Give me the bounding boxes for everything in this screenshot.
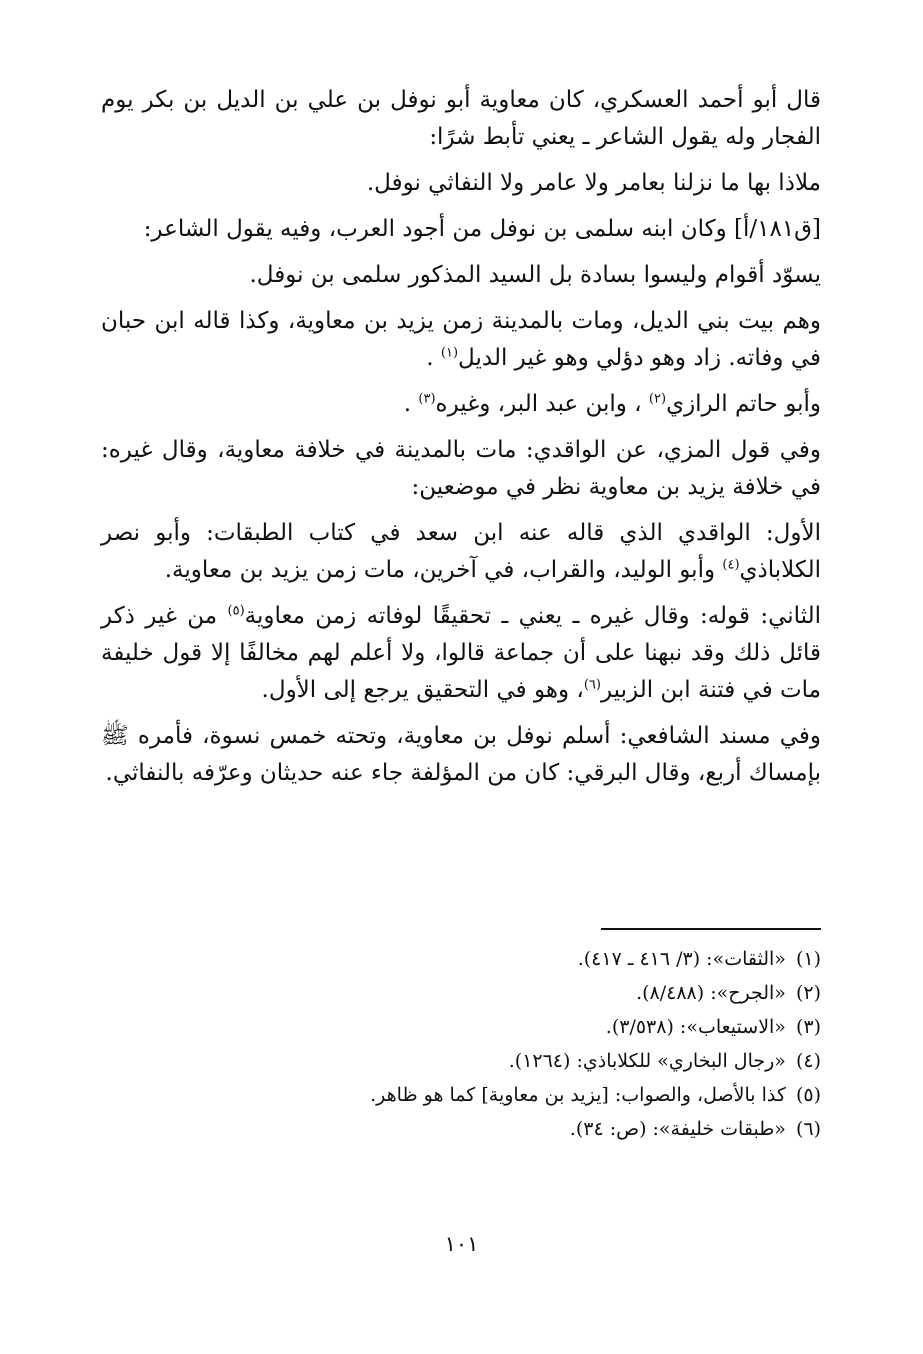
footnote-2 bbox=[101, 976, 821, 1010]
footnote-mark-4: (٤) bbox=[722, 557, 740, 573]
footnote-text: كذا بالأصل، والصواب: [يزيد بن معاوية] كما هو ظاهر. bbox=[370, 1084, 786, 1106]
footnote-number: (٣) bbox=[795, 1016, 821, 1038]
footnotes bbox=[101, 942, 821, 1146]
verse-1 bbox=[101, 165, 821, 202]
paragraph-4 bbox=[101, 386, 821, 423]
main-text bbox=[101, 82, 821, 801]
verse-2 bbox=[101, 257, 821, 294]
footnote-text: «الجرح»: (٨/٤٨٨). bbox=[636, 982, 786, 1004]
paragraph-8-text: وفي مسند الشافعي: أسلم نوفل بن معاوية، وتحته خمس نسوة، فأمره ﷺ بإمساك أربع، وقال البرقي: كان من المؤلفة جاء عنه حديثان وعرّفه بالنفاثي. bbox=[101, 723, 821, 786]
footnote-5 bbox=[101, 1078, 821, 1112]
paragraph-7-text: الثاني: قوله: وقال غيره ـ يعني ـ تحقيقًا لوفاته زمن معاوية bbox=[244, 603, 821, 629]
verse-2-text: يسوّد أقوام وليسوا بسادة بل السيد المذكور سلمى بن نوفل. bbox=[249, 262, 821, 288]
footnote-mark-6: (٦) bbox=[583, 677, 601, 693]
paragraph-1 bbox=[101, 82, 821, 156]
page-number: ١٠١ bbox=[444, 1232, 479, 1256]
footnote-mark-1: (١) bbox=[440, 345, 459, 361]
paragraph-3 bbox=[101, 303, 821, 377]
footnote-mark-3: (٣) bbox=[418, 391, 436, 407]
footnote-number: (٦) bbox=[795, 1118, 821, 1140]
paragraph-5 bbox=[101, 432, 821, 506]
paragraph-8 bbox=[101, 718, 821, 792]
verse-1-text: ملاذا بها ما نزلنا بعامر ولا عامر ولا النفاثي نوفل. bbox=[366, 170, 821, 196]
paragraph-6-text: الأول: الواقدي الذي قاله عنه ابن سعد في كتاب الطبقات: وأبو نصر الكلاباذي bbox=[101, 520, 821, 583]
footnote-6 bbox=[101, 1112, 821, 1146]
footnote-divider bbox=[601, 928, 821, 930]
footnote-text: «طبقات خليفة»: (ص: ٣٤). bbox=[569, 1118, 786, 1140]
footnote-number: (٥) bbox=[795, 1084, 821, 1106]
footnote-3 bbox=[101, 1010, 821, 1044]
footnote-1 bbox=[101, 942, 821, 976]
paragraph-7-mid: من غير ذكر قائل ذلك وقد نبهنا على أن جماعة قالوا، ولا أعلم لهم مخالفًا إلا قول خليفة مات في فتنة ابن الزبير bbox=[101, 603, 821, 703]
footnote-text: «الاستيعاب»: (٣/٥٣٨). bbox=[605, 1016, 786, 1038]
paragraph-2-text: [ق١٨١/أ] وكان ابنه سلمى بن نوفل من أجود العرب، وفيه يقول الشاعر: bbox=[143, 216, 821, 242]
paragraph-6 bbox=[101, 515, 821, 589]
paragraph-1-text: قال أبو أحمد العسكري، كان معاوية أبو نوفل بن علي بن الديل بن بكر يوم الفجار وله يقول الشاعر ـ يعني تأبط شرًا: bbox=[101, 87, 821, 150]
footnote-number: (٢) bbox=[795, 982, 821, 1004]
paragraph-2 bbox=[101, 211, 821, 248]
paragraph-4-text: وأبو حاتم الرازي bbox=[666, 391, 821, 417]
paragraph-5-text: وفي قول المزي، عن الواقدي: مات بالمدينة في خلافة معاوية، وقال غيره: في خلافة يزيد بن معاوية نظر في موضعين: bbox=[101, 437, 821, 500]
footnote-number: (٤) bbox=[795, 1050, 821, 1072]
paragraph-3-text: وهم بيت بني الديل، ومات بالمدينة زمن يزيد بن معاوية، وكذا قاله ابن حبان في وفاته. زاد وهو دؤلي وهو غير الديل bbox=[101, 308, 821, 371]
paragraph-6-end: وأبو الوليد، والقراب، في آخرين، مات زمن يزيد بن معاوية. bbox=[164, 557, 723, 583]
footnote-mark-2: (٢) bbox=[648, 391, 667, 407]
paragraph-7 bbox=[101, 598, 821, 709]
paragraph-7-end: ، وهو في التحقيق يرجع إلى الأول. bbox=[261, 677, 584, 703]
paragraph-3-end: . bbox=[426, 345, 441, 371]
footnote-text: «رجال البخاري» للكلاباذي: (١٢٦٤). bbox=[508, 1050, 786, 1072]
footnote-number: (١) bbox=[795, 948, 821, 970]
footnote-4 bbox=[101, 1044, 821, 1078]
paragraph-4-mid: ، وابن عبد البر، وغيره bbox=[435, 391, 649, 417]
paragraph-4-end: . bbox=[403, 391, 419, 417]
footnote-mark-5: (٥) bbox=[227, 603, 245, 619]
footnote-text: «الثقات»: (٣/ ٤١٦ ـ ٤١٧). bbox=[577, 948, 786, 970]
